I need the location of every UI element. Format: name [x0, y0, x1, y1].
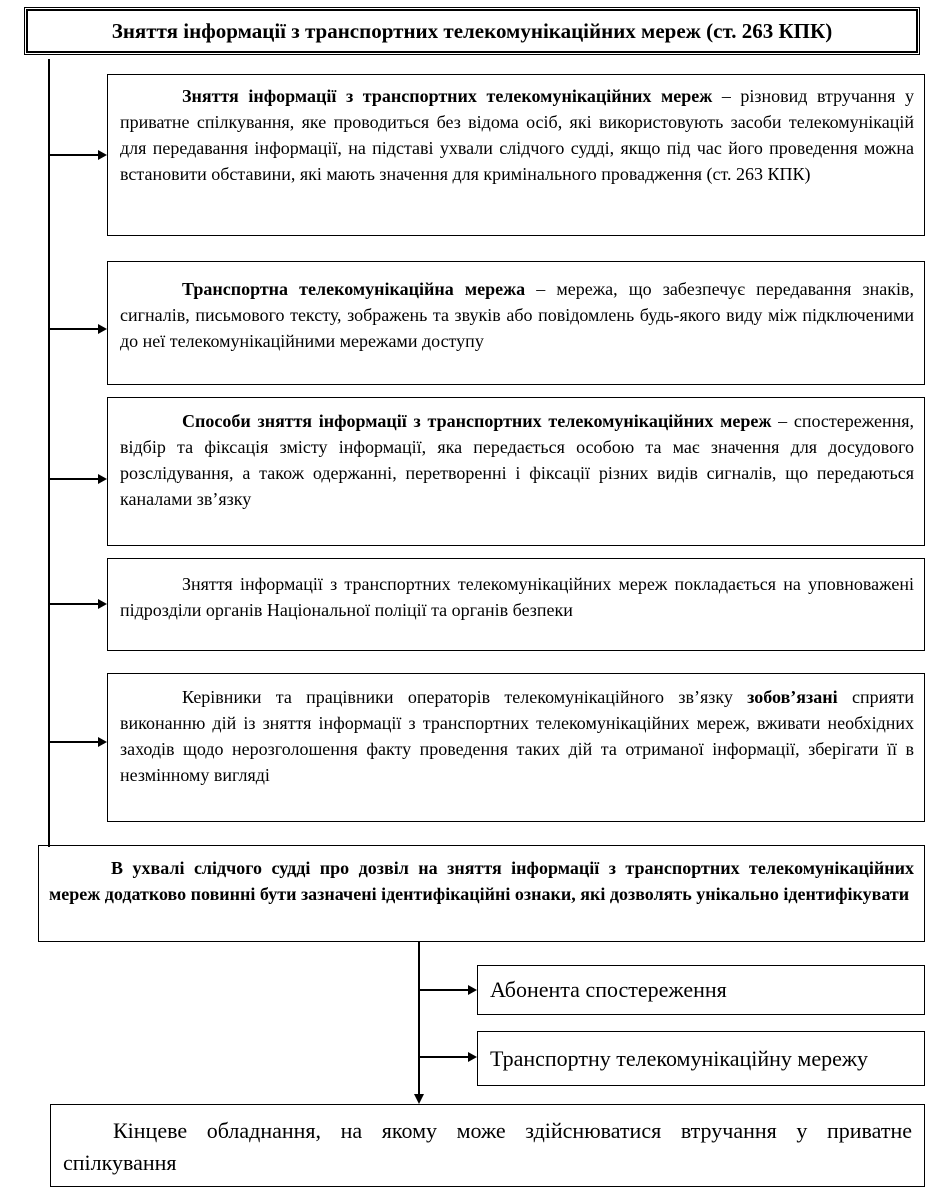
identifier-subscriber: Абонента спостереження	[490, 977, 727, 1002]
arrow-head-4	[98, 599, 107, 609]
methods-term: Способи зняття інформації з транспортних телекомунікаційних мереж	[182, 411, 772, 431]
responsibility-box	[107, 558, 925, 651]
identifier-network: Транспортну телекомунікаційну мережу	[490, 1045, 869, 1071]
definition-text: – різновид втручання у приватне спілкування, яке проводиться без відома осіб, які використовують засоби телекомунікацій для передавання інформації, на підставі ухвали слідчого судді, якщо під час його проведення можна встановити обставини, які мають значення для кримінального провадження (ст. 263 КПК)	[120, 86, 914, 184]
ruling-box	[38, 845, 925, 942]
identifier-branch-1	[419, 989, 469, 991]
responsibility-text: Зняття інформації з транспортних телекомунікаційних мереж покладається на уповноважені підрозділи органів Національної поліції та органів безпеки	[120, 574, 914, 620]
arrow-head-1	[98, 150, 107, 160]
identifier-branch-2	[419, 1056, 469, 1058]
arrow-head-2	[98, 324, 107, 334]
branch-line-2	[49, 328, 99, 330]
arrow-head-5	[98, 737, 107, 747]
network-term: Транспортна телекомунікаційна мережа	[182, 279, 526, 299]
branch-line-5	[49, 741, 99, 743]
identifier-equipment-box	[50, 1104, 925, 1187]
identifier-arrow-1	[468, 985, 477, 995]
operators-obligation-box	[107, 673, 925, 822]
operators-text-after: сприяти виконанню дій із зняття інформації з транспортних телекомунікаційних мереж, вживати необхідних заходів щодо нерозголошення факту проведення таких дій та отриманої інформації, зберігати її в незмінному вигляді	[120, 687, 914, 785]
diagram-title-text: Зняття інформації з транспортних телекомунікаційних мереж (ст. 263 КПК)	[111, 18, 833, 43]
identifier-equipment: Кінцеве обладнання, на якому може здійснюватися втручання у приватне спілкування	[63, 1118, 912, 1175]
ruling-text: В ухвалі слідчого судді про дозвіл на зняття інформації з транспортних телекомунікаційних мереж додатково повинні бути зазначені ідентифікаційні ознаки, які дозволять унікально ідентифікувати	[49, 858, 914, 904]
methods-box	[107, 397, 925, 546]
arrow-head-3	[98, 474, 107, 484]
methods-text: – спостереження, відбір та фіксація змісту інформації, яка передається особою та має значення для досудового розслідування, а також одержанні, перетворенні і фіксації різних видів сигналів, що передаються каналами зв’язку	[120, 411, 914, 509]
identifier-arrow-2	[468, 1052, 477, 1062]
identifier-network-box	[477, 1031, 925, 1086]
network-definition-box	[107, 261, 925, 385]
identifier-subscriber-box	[477, 965, 925, 1015]
branch-line-3	[49, 478, 99, 480]
network-text: – мережа, що забезпечує передавання знаків, сигналів, письмового тексту, зображень та звуків або повідомлень будь-якого виду між підключеними до неї телекомунікаційними мережами доступу	[120, 279, 914, 351]
arrow-head-down	[414, 1094, 424, 1104]
operators-text-before: Керівники та працівники операторів телекомунікаційного зв’язку	[182, 687, 748, 707]
main-connector-line	[48, 59, 50, 847]
diagram-title	[24, 7, 920, 55]
identifiers-connector-line	[418, 942, 420, 1098]
branch-line-4	[49, 603, 99, 605]
branch-line-1	[49, 154, 99, 156]
definition-box	[107, 74, 925, 236]
obligation-term: зобов’язані	[747, 687, 838, 707]
definition-term: Зняття інформації з транспортних телекомунікаційних мереж	[182, 86, 713, 106]
